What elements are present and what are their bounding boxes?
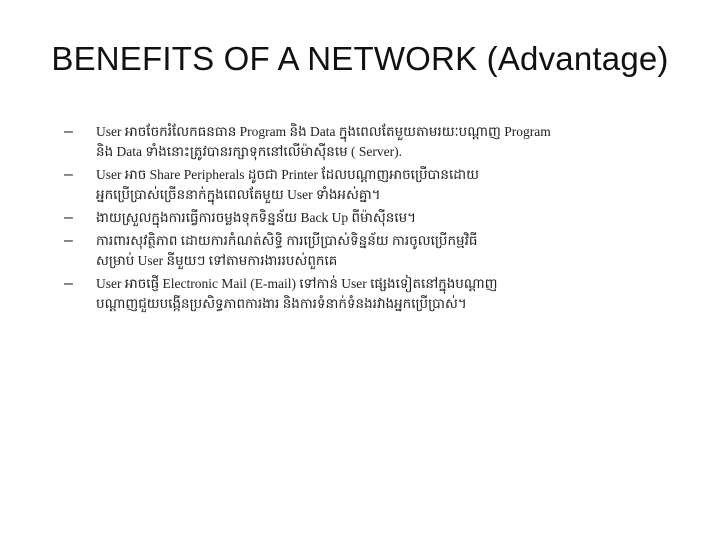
bullet-line: ងាយស្រួលក្នុងការធ្វើការចម្លងទុកទិន្នន័យ Back Up ពីម៉ាស៊ីនមេ។ bbox=[96, 210, 417, 225]
bullet-item-2 bbox=[64, 165, 664, 205]
bullet-dash: – bbox=[64, 232, 73, 249]
bullet-item-1 bbox=[64, 122, 664, 162]
bullet-line: និង Data ទាំងនោះត្រូវបានរក្សាទុកនៅលើម៉ាស៊ីនមេ ( Server). bbox=[96, 144, 403, 159]
bullet-line: User អាច Share Peripherals ដូចជា Printer ដែលបណ្ដាញអាចប្រើបានដោយ bbox=[96, 167, 479, 182]
bullet-dash: – bbox=[64, 123, 73, 140]
bullet-dash: – bbox=[64, 209, 73, 226]
bullet-item-4 bbox=[64, 231, 664, 271]
bullet-dash: – bbox=[64, 166, 73, 183]
bullet-dash: – bbox=[64, 275, 73, 292]
bullet-item-3 bbox=[64, 208, 664, 228]
bullet-line: បណ្ដាញជួយបង្កើនប្រសិទ្ធភាពការងារ និងការទំនាក់ទំនងរវាងអ្នកប្រើប្រាស់។ bbox=[96, 296, 467, 311]
bullet-list bbox=[64, 122, 664, 317]
slide-title: BENEFITS OF A NETWORK (Advantage) bbox=[51, 40, 669, 77]
bullet-line: ការពារសុវត្ថិភាព ដោយការកំណត់សិទ្ធិ ការប្រើប្រាស់ទិន្នន័យ ការចូលប្រើកម្មវិធី bbox=[96, 233, 478, 248]
bullet-item-5 bbox=[64, 274, 664, 314]
bullet-line: User អាចផ្ញើ Electronic Mail (E-mail) ទៅកាន់ User ផ្សេងទៀតនៅក្នុងបណ្ដាញ bbox=[96, 276, 498, 291]
bullet-line: អ្នកប្រើប្រាស់ច្រើននាក់ក្នុងពេលតែមួយ User ទាំងអស់គ្នា។ bbox=[96, 187, 381, 202]
bullet-line: User អាចចែករំលែកធនធាន Program និង Data ក្នុងពេលតែមួយតាមរយៈបណ្តាញ Program bbox=[96, 124, 551, 139]
bullet-line: សម្រាប់ User នីមួយៗ ទៅតាមការងាររបស់ពួកគេ bbox=[96, 253, 338, 268]
